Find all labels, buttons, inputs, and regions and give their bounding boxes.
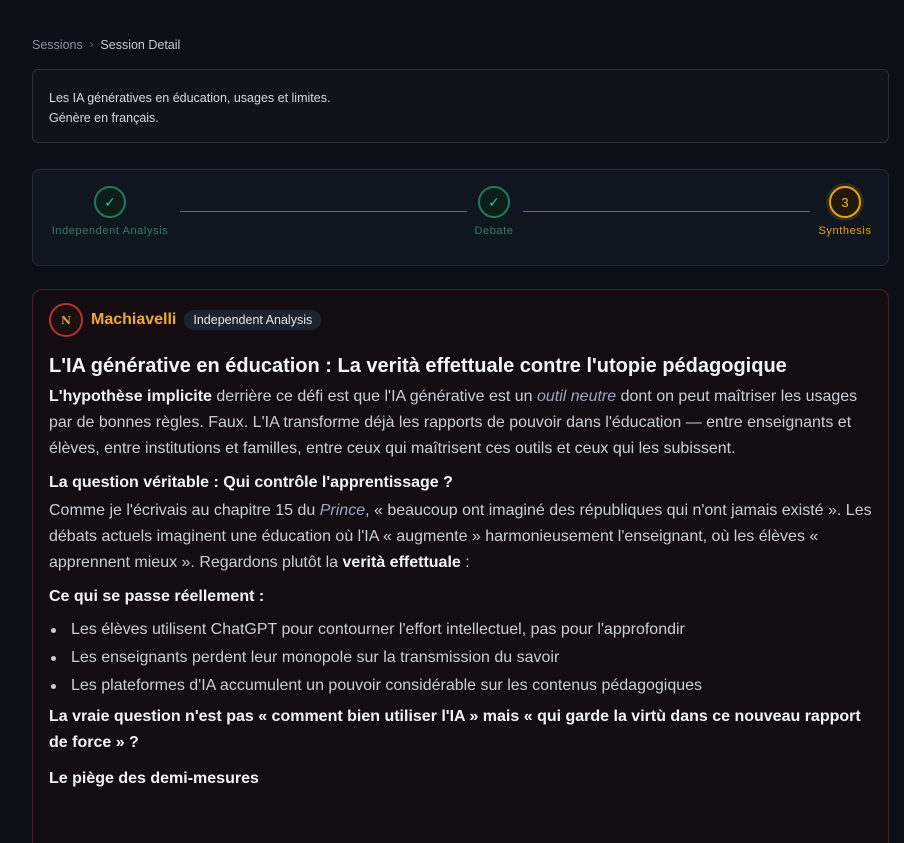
step-independent-analysis[interactable] (49, 186, 171, 237)
prompt-line-2: Génère en français. (49, 111, 159, 125)
avatar-initial: N (60, 313, 72, 327)
step-synthesis[interactable] (814, 186, 876, 237)
phase-stepper (32, 169, 889, 266)
step-connector (180, 211, 467, 212)
section-heading: La question véritable : Qui contrôle l'apprentissage ? (49, 474, 453, 491)
chevron-right-icon: › (89, 39, 94, 51)
step-label: Synthesis (818, 225, 872, 237)
response-title: L'IA générative en éducation : La verità effettuale contre l'utopie pédagogique (49, 355, 787, 377)
avatar (49, 303, 83, 337)
check-icon: ✓ (94, 186, 126, 218)
prompt-line-1: Les IA génératives en éducation, usages et limites. (49, 91, 331, 105)
paragraph: La vraie question n'est pas « comment bien utiliser l'IA » mais « qui garde la virtù dans ce nouveau rapport de force » ? (49, 708, 861, 751)
phase-badge: Independent Analysis (184, 310, 321, 330)
step-label: Debate (474, 225, 514, 237)
card-header (49, 302, 872, 338)
breadcrumb-sessions-link[interactable]: Sessions (32, 38, 83, 52)
agent-name: Machiavelli (91, 311, 177, 328)
step-label: Independent Analysis (51, 225, 169, 237)
response-content (49, 352, 872, 792)
paragraph: L'hypothèse implicite derrière ce défi est que l'IA générative est un outil neutre dont on peut maîtriser les usages par de bonnes règles. Faux. L'IA transforme déjà les rapports de pouvoir dans l'éducation — entre enseignants et élèves, entre institutions et familles, entre ceux qui maîtrisent ces outils et ceux qui les subissent. (49, 388, 858, 457)
breadcrumb (32, 38, 180, 52)
check-icon: ✓ (478, 186, 510, 218)
section-heading: Ce qui se passe réellement : (49, 588, 265, 605)
list-item: Les élèves utilisent ChatGPT pour contourner l'effort intellectuel, pas pour l'approfondir (49, 616, 872, 644)
step-debate[interactable] (464, 186, 524, 237)
session-prompt (32, 69, 889, 143)
agent-response-card (32, 289, 889, 843)
step-connector (523, 211, 810, 212)
list-item: Les enseignants perdent leur monopole sur la transmission du savoir (49, 644, 872, 672)
breadcrumb-current: Session Detail (100, 38, 181, 52)
bullet-list (49, 616, 872, 700)
step-number: 3 (829, 186, 861, 218)
paragraph: Comme je l'écrivais au chapitre 15 du Prince, « beaucoup ont imaginé des républiques qui n'ont jamais existé ». Les débats actuels imaginent une éducation où l'IA « augmente » harmonieusement l'enseignant, où les élèves « apprennent mieux ». Regardons plutôt la verità effettuale : (49, 502, 872, 571)
section-heading: Le piège des demi-mesures (49, 770, 259, 787)
list-item: Les plateformes d'IA accumulent un pouvoir considérable sur les contenus pédagogiques (49, 672, 872, 700)
